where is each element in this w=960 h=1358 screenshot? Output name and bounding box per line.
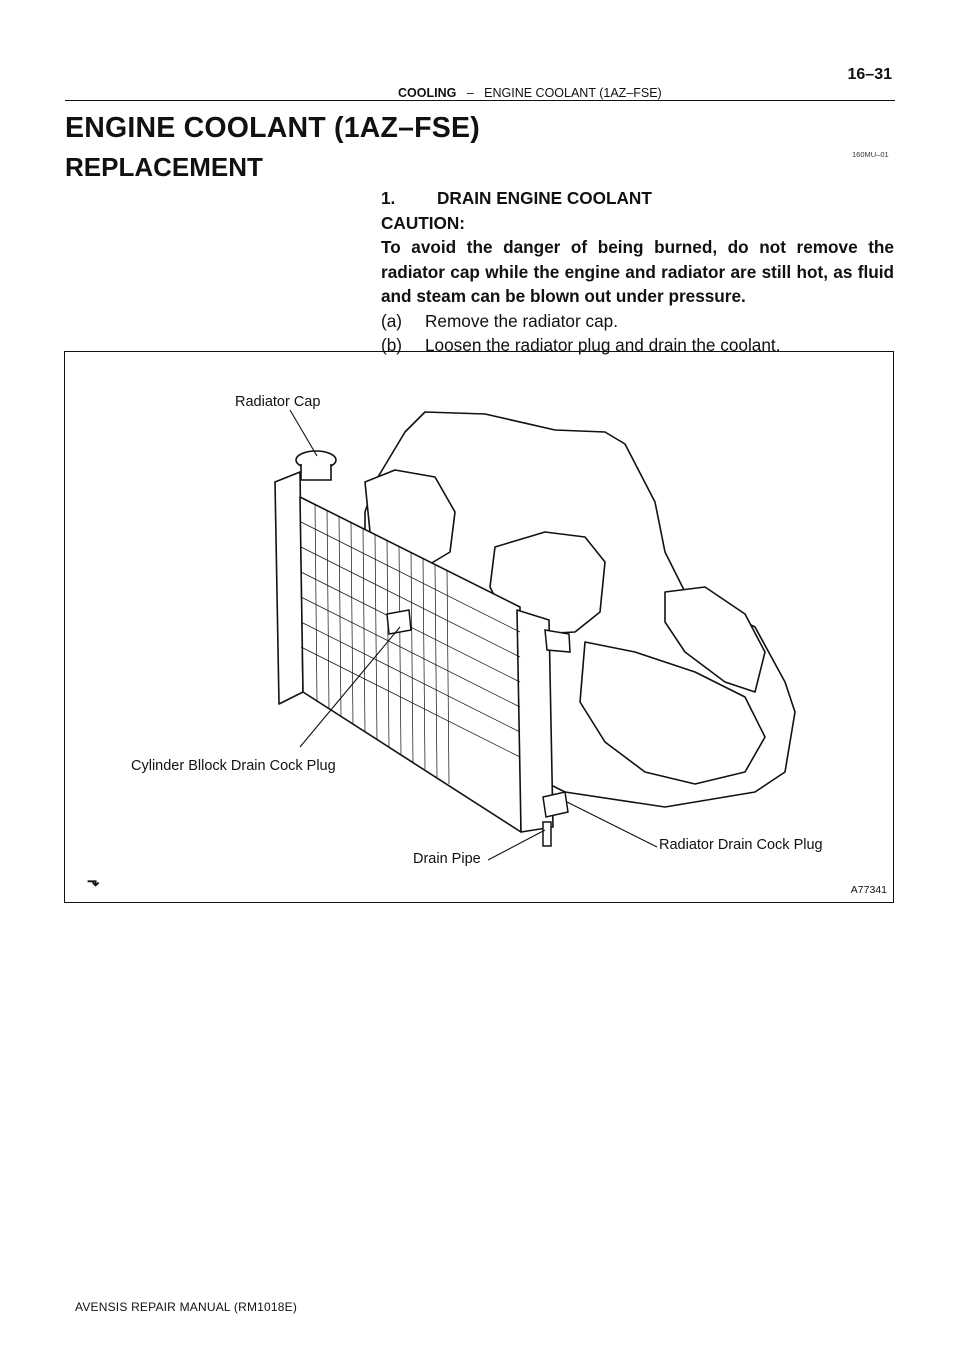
radiator-engine-drawing bbox=[65, 352, 892, 901]
caution-text: To avoid the danger of being burned, do not remove the radiator cap while the engine and radiator are still hot, as fluid and steam can be blown out under pressure. bbox=[381, 237, 894, 306]
header-separator: – bbox=[466, 86, 474, 100]
header-rule bbox=[65, 100, 895, 101]
page-number: 16–31 bbox=[847, 66, 892, 83]
figure-mark-icon: ⬎ bbox=[87, 873, 100, 890]
sub-step-a-label: (a) bbox=[381, 310, 403, 331]
step-1-number: 1. bbox=[381, 188, 396, 208]
procedure-text bbox=[381, 186, 894, 358]
drain-pipe bbox=[543, 822, 551, 846]
document-id: 160MU–01 bbox=[852, 150, 889, 159]
upper-hose-fitting bbox=[545, 630, 570, 652]
leader-radiator-drain bbox=[567, 802, 657, 847]
step-1 bbox=[381, 186, 894, 211]
callout-radiator-drain-cock-plug: Radiator Drain Cock Plug bbox=[659, 837, 823, 853]
header-section-label bbox=[398, 86, 662, 100]
caution-label: CAUTION: bbox=[381, 212, 466, 233]
section-title: REPLACEMENT bbox=[65, 152, 263, 182]
radiator-drain-plug bbox=[543, 792, 568, 817]
leader-drain-pipe bbox=[488, 830, 545, 860]
sub-step-a bbox=[381, 309, 894, 334]
sub-step-a-text: Remove the radiator cap. bbox=[425, 310, 618, 331]
figure-code: A77341 bbox=[850, 884, 887, 896]
page-title: ENGINE COOLANT (1AZ–FSE) bbox=[65, 112, 480, 144]
cylinder-block-drain-plug bbox=[387, 610, 411, 634]
sub-step-b-label: (b) bbox=[381, 335, 403, 355]
radiator-left-tank bbox=[275, 472, 303, 704]
step-1-text: DRAIN ENGINE COOLANT bbox=[437, 188, 652, 208]
header-subsection: ENGINE COOLANT (1AZ–FSE) bbox=[484, 86, 662, 100]
header-section: COOLING bbox=[398, 86, 457, 100]
callout-drain-pipe: Drain Pipe bbox=[413, 851, 481, 867]
callout-radiator-cap: Radiator Cap bbox=[235, 394, 321, 410]
sub-step-b-text: Loosen the radiator plug and drain the coolant. bbox=[425, 335, 781, 355]
page-footer: AVENSIS REPAIR MANUAL (RM1018E) bbox=[75, 1300, 298, 1314]
radiator-illustration-figure bbox=[64, 351, 894, 903]
callout-cylinder-block-drain-cock-plug: Cylinder Bllock Drain Cock Plug bbox=[131, 758, 336, 774]
leader-radiator-cap bbox=[290, 410, 317, 456]
